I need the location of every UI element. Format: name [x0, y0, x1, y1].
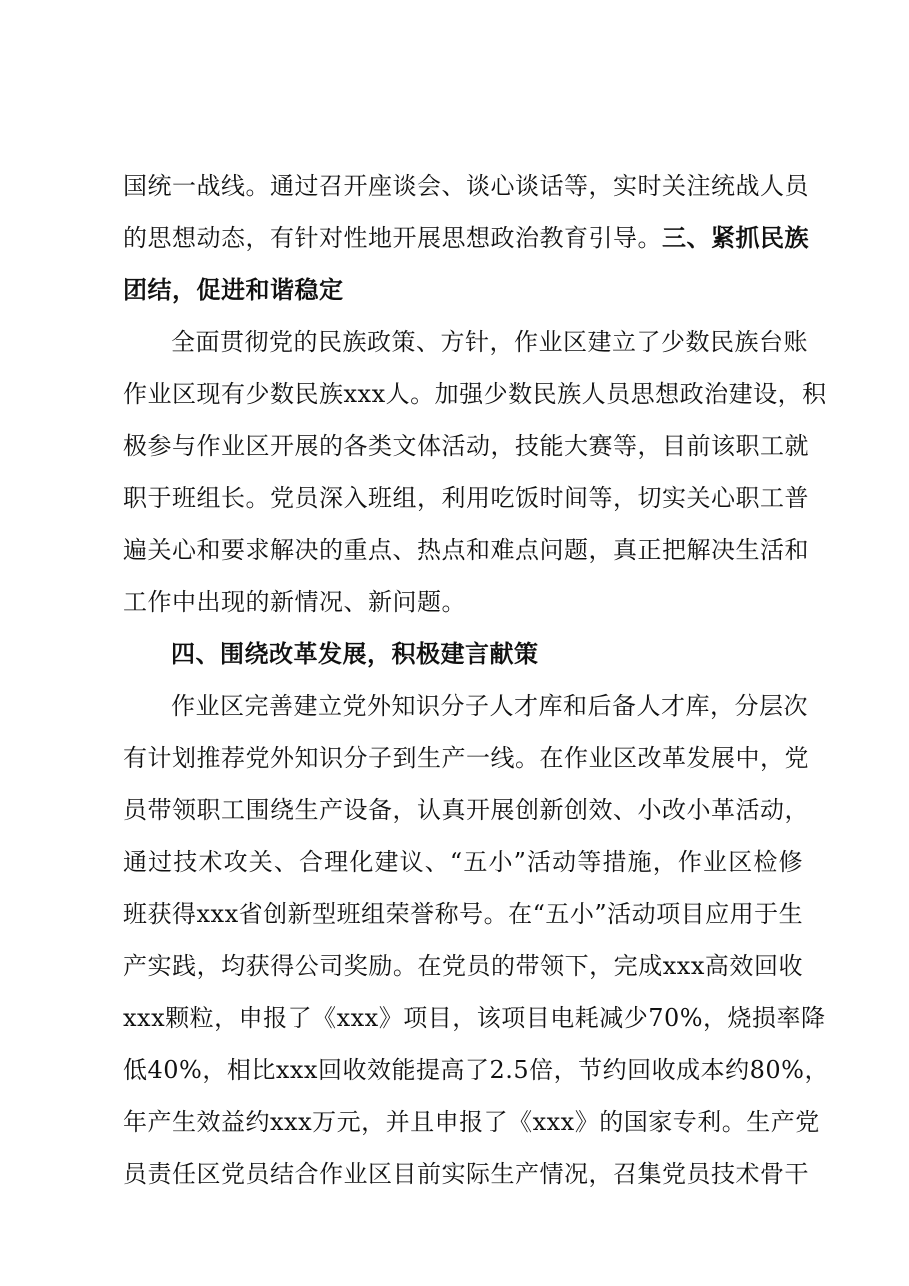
paragraph-3-line-1: 全面贯彻党的民族政策、方针，作业区建立了少数民族台账: [171, 328, 808, 356]
section-heading-3-part-2: 团结，促进和谐稳定: [123, 276, 344, 304]
paragraph-3-line-6: 工作中出现的新情况、新问题。: [123, 588, 466, 616]
paragraph-4-line-5: 班获得xxx省创新型班组荣誉称号。在“五小”活动项目应用于生: [123, 900, 804, 928]
section-heading-3-part-1: 三、紧抓民族: [662, 224, 809, 252]
section-heading-4: 四、围绕改革发展，积极建言献策: [171, 640, 539, 668]
paragraph-4-line-4: 通过技术攻关、合理化建议、“五小”活动等措施，作业区检修: [123, 848, 803, 876]
paragraph-4-line-7: xxx颗粒，申报了《xxx》项目，该项目电耗减少70%，烧损率降: [123, 1004, 826, 1032]
paragraph-3-line-5: 遍关心和要求解决的重点、热点和难点问题，真正把解决生活和: [123, 536, 809, 564]
document-page: [123, 160, 829, 1200]
paragraph-3-line-4: 职于班组长。党员深入班组，利用吃饭时间等，切实关心职工普: [123, 484, 809, 512]
paragraph-4-line-6: 产实践，均获得公司奖励。在党员的带领下，完成xxx高效回收: [123, 952, 803, 980]
body-line-2: [123, 212, 809, 264]
paragraph-4-line-10: 员责任区党员结合作业区目前实际生产情况，召集党员技术骨干: [123, 1160, 809, 1188]
paragraph-4-line-1: 作业区完善建立党外知识分子人才库和后备人才库，分层次: [171, 692, 808, 720]
paragraph-3-line-3: 极参与作业区开展的各类文体活动，技能大赛等，目前该职工就: [123, 432, 809, 460]
paragraph-4-line-8: 低40%，相比xxx回收效能提高了2.5倍，节约回收成本约80%，: [123, 1056, 829, 1084]
paragraph-4-line-2: 有计划推荐党外知识分子到生产一线。在作业区改革发展中，党: [123, 744, 809, 772]
paragraph-3-line-2: 作业区现有少数民族xxx人。加强少数民族人员思想政治建设，积: [123, 380, 827, 408]
body-line-2-text: 的思想动态，有针对性地开展思想政治教育引导。: [123, 224, 662, 252]
paragraph-4-line-3: 员带领职工围绕生产设备，认真开展创新创效、小改小革活动，: [123, 796, 809, 824]
paragraph-4-line-9: 年产生效益约xxx万元，并且申报了《xxx》的国家专利。生产党: [123, 1108, 820, 1136]
body-line-1: 国统一战线。通过召开座谈会、谈心谈话等，实时关注统战人员: [123, 172, 809, 200]
